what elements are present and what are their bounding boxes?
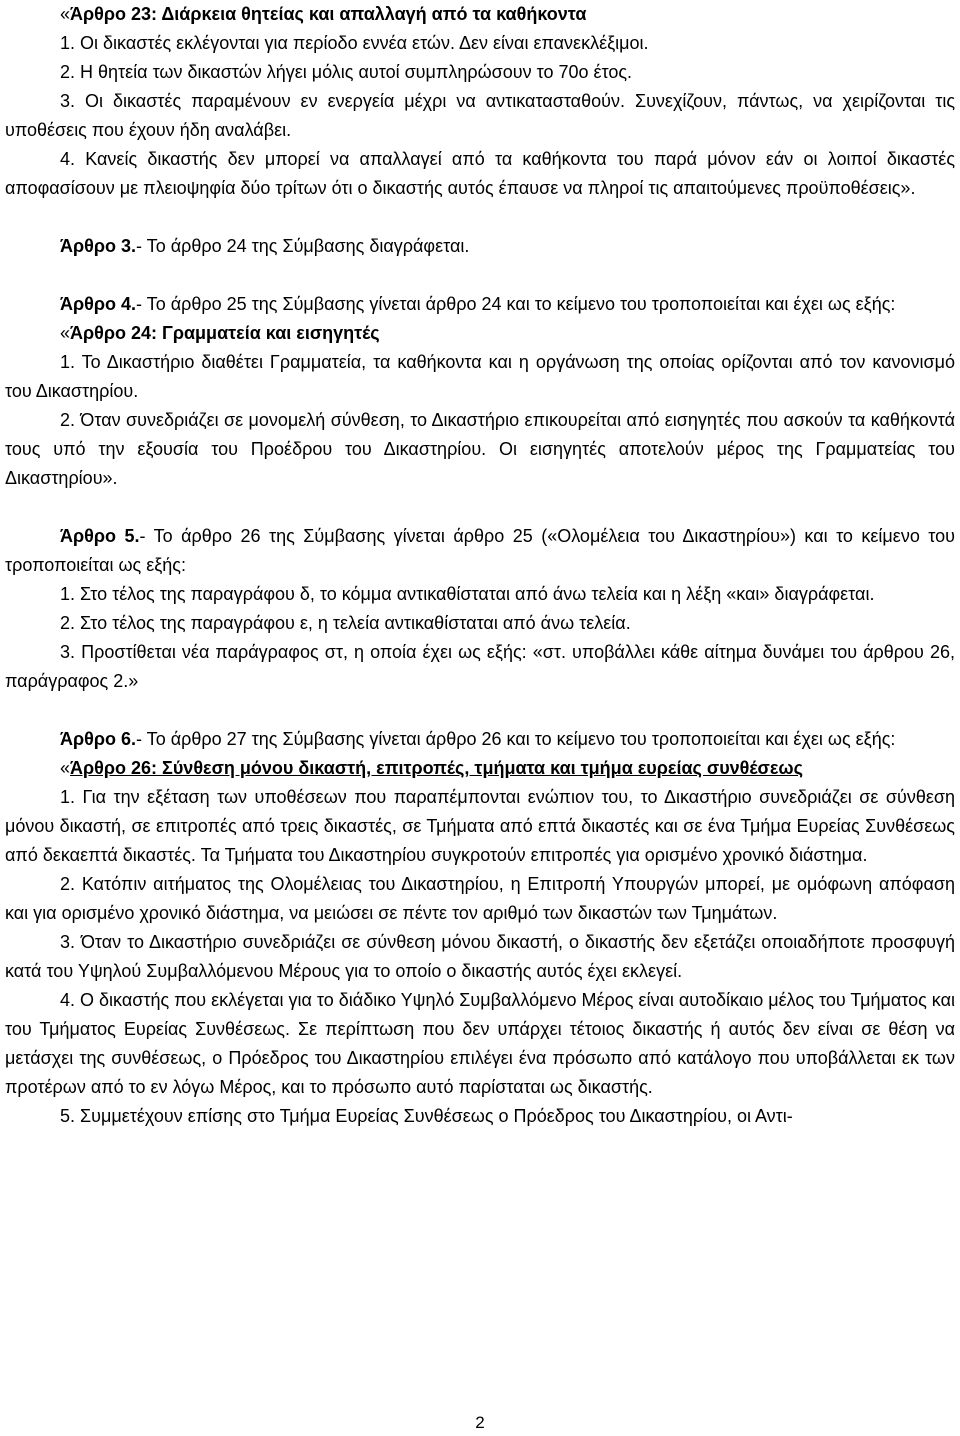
article-5: [5, 522, 955, 580]
article-5-paragraph-3: 3. Προστίθεται νέα παράγραφος στ, η οποία έχει ως εξής: «στ. υποβάλλει κάθε αίτημα δυνάμει του άρθρου 26, παράγραφος 2.»: [5, 642, 955, 691]
opening-quote: «: [60, 758, 71, 778]
article-3-text: - Το άρθρο 24 της Σύμβασης διαγράφεται.: [136, 236, 470, 256]
article-26-paragraph-3: 3. Όταν το Δικαστήριο συνεδριάζει σε σύνθεση μόνου δικαστή, ο δικαστής δεν εξετάζει οποιαδήποτε προσφυγή κατά του Υψηλού Συμβαλλόμενου Μέρους για το οποίο ο δικαστής αυτός έχει εκλεγεί.: [5, 932, 955, 981]
article-23-paragraph-3: 3. Οι δικαστές παραμένουν εν ενεργεία μέχρι να αντικατασταθούν. Συνεχίζουν, πάντως, να χειρίζονται τις υποθέσεις που έχουν ήδη αναλάβει.: [5, 91, 955, 140]
article-26-title: Άρθρο 26: Σύνθεση μόνου δικαστή, επιτροπές, τμήματα και τμήμα ευρείας συνθέσεως: [70, 758, 803, 778]
article-24-paragraph-1: 1. Το Δικαστήριο διαθέτει Γραμματεία, τα καθήκοντα και η οργάνωση της οποίας ορίζονται από τον κανονισμό του Δικαστηρίου.: [5, 352, 955, 401]
article-23-paragraph-4: 4. Κανείς δικαστής δεν μπορεί να απαλλαγεί από τα καθήκοντα του παρά μόνον εάν οι λοιποί δικαστές αποφασίσουν με πλειοψηφία δύο τρίτων ότι ο δικαστής αυτός έπαυσε να πληροί τις απαιτούμενες προϋποθέσεις».: [5, 149, 955, 198]
article-23-paragraph-2: 2. Η θητεία των δικαστών λήγει μόλις αυτοί συμπληρώσουν το 70ο έτος.: [60, 62, 633, 82]
article-4: [5, 290, 955, 319]
article-4-label: Άρθρο 4.: [60, 294, 137, 314]
article-5-text: - Το άρθρο 26 της Σύμβασης γίνεται άρθρο 25 («Ολομέλεια του Δικαστηρίου») και το κείμενο του τροποποιείται ως εξής:: [5, 526, 956, 575]
article-6-label: Άρθρο 6.: [60, 729, 137, 749]
article-24-heading: [5, 319, 955, 348]
article-3: [5, 232, 955, 261]
article-26-paragraph-1: 1. Για την εξέταση των υποθέσεων που παραπέμπονται ενώπιον του, το Δικαστήριο συνεδριάζει σε σύνθεση μόνου δικαστή, σε επιτροπές από τρεις δικαστές, σε Τμήματα από επτά δικαστές και σε ένα Τμήμα Ευρείας Συνθέσεως από δεκαεπτά δικαστές. Τα Τμήματα του Δικαστηρίου συγκροτούν επιτροπές για ορισμένο χρονικό διάστημα.: [5, 787, 955, 865]
document-body: [5, 0, 955, 1131]
article-26-heading: [5, 754, 955, 783]
page-number: 2: [475, 1413, 485, 1432]
article-26-paragraph-2: 2. Κατόπιν αιτήματος της Ολομέλειας του Δικαστηρίου, η Επιτροπή Υπουργών μπορεί, με ομόφωνη απόφαση και για ορισμένο χρονικό διάστημα, να μειώσει σε πέντε τον αριθμό των δικαστών των Τμημάτων.: [5, 874, 955, 923]
opening-quote: «: [60, 4, 71, 24]
article-3-label: Άρθρο 3.: [60, 236, 137, 256]
article-5-paragraph-2: 2. Στο τέλος της παραγράφου ε, η τελεία αντικαθίσταται από άνω τελεία.: [60, 613, 631, 633]
article-6: [5, 725, 955, 754]
article-26-paragraph-5: 5. Συμμετέχουν επίσης στο Τμήμα Ευρείας Συνθέσεως ο Πρόεδρος του Δικαστηρίου, οι Αντι-: [60, 1106, 793, 1126]
article-23-title: Άρθρο 23: Διάρκεια θητείας και απαλλαγή από τα καθήκοντα: [70, 4, 587, 24]
article-26-paragraph-4: 4. Ο δικαστής που εκλέγεται για το διάδικο Υψηλό Συμβαλλόμενο Μέρος είναι αυτοδίκαιο μέλος του Τμήματος και του Τμήματος Ευρείας Συνθέσεως. Σε περίπτωση που δεν υπάρχει τέτοιος δικαστής ή αυτός δεν είναι σε θέση να μετάσχει της συνθέσεως, ο Πρόεδρος του Δικαστηρίου επιλέγει ένα πρόσωπο από κατάλογο που υποβάλλεται εκ των προτέρων από το εν λόγω Μέρος, και το πρόσωπο αυτό παρίσταται ως δικαστής.: [5, 990, 955, 1097]
article-23-heading: [5, 0, 955, 29]
article-24-paragraph-2: 2. Όταν συνεδριάζει σε μονομελή σύνθεση, το Δικαστήριο επικουρείται από εισηγητές που ασκούν τα καθήκοντά τους υπό την εξουσία του Προέδρου του Δικαστηρίου. Οι εισηγητές αποτελούν μέρος της Γραμματείας του Δικαστηρίου».: [5, 410, 955, 488]
article-6-text: - Το άρθρο 27 της Σύμβασης γίνεται άρθρο 26 και το κείμενο του τροποποιείται και έχει ως εξής:: [136, 729, 896, 749]
article-24-title: Άρθρο 24: Γραμματεία και εισηγητές: [70, 323, 380, 343]
article-5-paragraph-1: 1. Στο τέλος της παραγράφου δ, το κόμμα αντικαθίσταται από άνω τελεία και η λέξη «και» διαγράφεται.: [60, 584, 875, 604]
article-23-paragraph-1: 1. Οι δικαστές εκλέγονται για περίοδο εννέα ετών. Δεν είναι επανεκλέξιμοι.: [60, 33, 649, 53]
article-5-label: Άρθρο 5.: [60, 526, 140, 546]
article-4-text: - Το άρθρο 25 της Σύμβασης γίνεται άρθρο 24 και το κείμενο του τροποποιείται και έχει ως εξής:: [136, 294, 896, 314]
opening-quote: «: [60, 323, 71, 343]
